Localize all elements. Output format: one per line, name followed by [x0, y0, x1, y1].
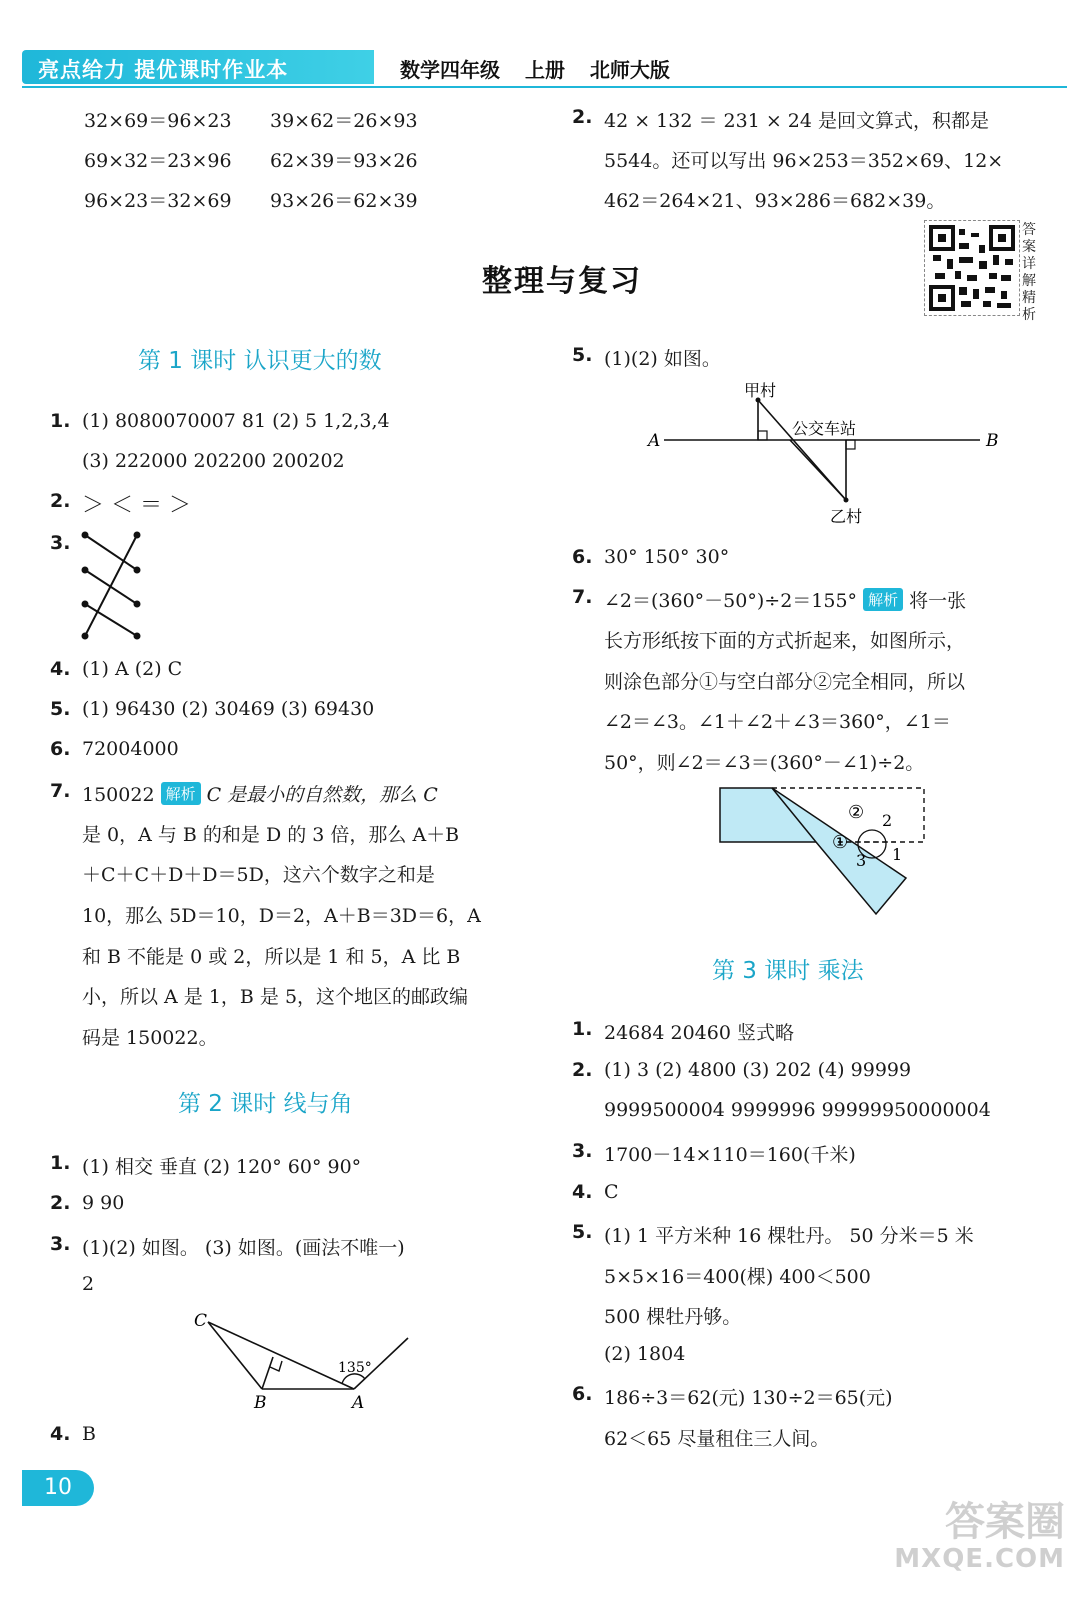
l3-q3-answer: 1700－14×110＝160(千米): [604, 1144, 856, 1166]
bus-station-label: 公交车站: [792, 419, 857, 438]
r-q6-number: 6.: [572, 546, 593, 568]
l3-q5-answer-cont: 500 棵牡丹够。: [604, 1306, 742, 1328]
l1-q5-number: 5.: [50, 698, 71, 720]
lesson-2-title: 第 2 课时 线与角: [178, 1091, 353, 1117]
l3-q6-answer: 186÷3＝62(元) 130÷2＝65(元): [604, 1387, 893, 1409]
l3-q6-answer-cont: 62＜65 尽量租住三人间。: [604, 1428, 830, 1450]
l2-q3-answer-cont: 2: [82, 1273, 95, 1295]
l1-q3-number: 3.: [50, 532, 71, 554]
angle-2-label: 2: [882, 811, 893, 830]
l3-q1-answer: 24684 20460 竖式略: [604, 1022, 794, 1044]
l3-q1-number: 1.: [572, 1018, 593, 1040]
watermark: [894, 1500, 1065, 1574]
watermark-logo-text: 答案圈: [945, 1499, 1065, 1545]
line-point-a-label: A: [648, 431, 661, 451]
l2-q2-answer: 9 90: [82, 1192, 125, 1214]
r-q5-number: 5.: [572, 344, 593, 366]
l1-q2-answer: ＞ ＜ ＝ ＞: [82, 493, 191, 518]
l1-q6-number: 6.: [50, 738, 71, 760]
analysis-tag: 解析: [161, 782, 201, 805]
l2-q2-number: 2.: [50, 1192, 71, 1214]
l1-q7-number: 7.: [50, 780, 71, 802]
l1-q4-answer: (1) A (2) C: [82, 658, 183, 680]
r-q7-first-line: [604, 586, 966, 613]
l1-q4-number: 4.: [50, 658, 71, 680]
r-q7-answer: ∠2＝(360°－50°)÷2＝155°: [604, 590, 858, 612]
angle-figure: [180, 1300, 430, 1415]
l3-q2-answer: (1) 3 (2) 4800 (3) 202 (4) 99999: [604, 1059, 912, 1081]
region-2-label: ②: [848, 802, 865, 823]
folded-paper-figure: [716, 782, 936, 922]
point-a-label: A: [352, 1393, 365, 1413]
yi-village-label: 乙村: [830, 507, 863, 526]
l2-q4-answer: B: [82, 1423, 96, 1445]
analysis-tag: 解析: [863, 588, 903, 611]
r-q7-explanation: 将一张: [909, 590, 967, 612]
l1-q6-answer: 72004000: [82, 738, 179, 760]
carry-q2-line: 462＝264×21、93×286＝682×39。: [604, 190, 946, 212]
jia-village-label: 甲村: [744, 381, 777, 400]
lesson-1-title: 第 1 课时 认识更大的数: [138, 348, 382, 374]
qr-label: 答案详解精析: [1022, 222, 1036, 323]
line-point-b-label: B: [986, 431, 999, 451]
l1-q1-answer-cont: (3) 222000 202200 200202: [82, 450, 345, 472]
header-subject: 数学四年级 上册 北师大版: [400, 58, 670, 82]
l1-q1-number: 1.: [50, 410, 71, 432]
l2-q4-number: 4.: [50, 1423, 71, 1445]
angle-1-label: 1: [892, 845, 903, 864]
angle-3-label: 3: [856, 851, 867, 870]
watermark-url: MXQE.COM: [894, 1544, 1065, 1574]
region-1-label: ①: [832, 832, 849, 853]
l3-q5-answer: (1) 1 平方米种 16 棵牡丹。 50 分米＝5 米: [604, 1225, 974, 1247]
carry-q2-line: 42 × 132 ＝ 231 × 24 是回文算式，积都是: [604, 110, 990, 132]
l1-q7-line: 小，所以 A 是 1，B 是 5，这个地区的邮政编: [82, 986, 469, 1008]
r-q7-line: 50°，则∠2＝∠3＝(360°－∠1)÷2。: [604, 752, 925, 774]
l2-q1-number: 1.: [50, 1152, 71, 1174]
carry-q2-line: 5544。还可以写出 96×253＝352×69、12×: [604, 150, 1004, 172]
carry-eq-6: 93×26＝62×39: [270, 190, 418, 212]
lesson-3-title: 第 3 课时 乘法: [712, 958, 864, 984]
l2-q1-answer: (1) 相交 垂直 (2) 120° 60° 90°: [82, 1156, 362, 1178]
carry-q2-number: 2.: [572, 106, 593, 128]
l1-q7-explanation: C 是最小的自然数，那么 C: [206, 784, 438, 806]
r-q5-answer: (1)(2) 如图。: [604, 348, 721, 370]
village-station-figure: [640, 380, 1010, 530]
l1-q7-line: 是 0，A 与 B 的和是 D 的 3 倍，那么 A＋B: [82, 824, 460, 846]
l1-q7-answer: 150022: [82, 784, 155, 806]
l1-q1-answer: (1) 8080070007 81 (2) 5 1,2,3,4: [82, 410, 390, 432]
angle-135-label: 135°: [338, 1360, 372, 1376]
l1-q7-line: 和 B 不能是 0 或 2，所以是 1 和 5，A 比 B: [82, 946, 461, 968]
l3-q5-answer-cont: (2) 1804: [604, 1343, 686, 1365]
l3-q2-answer-cont: 9999500004 9999996 99999950000004: [604, 1099, 991, 1121]
carry-eq-1: 32×69＝96×23: [84, 110, 232, 132]
l3-q6-number: 6.: [572, 1383, 593, 1405]
page-number: 10: [22, 1470, 94, 1506]
r-q7-line: ∠2＝∠3。∠1＋∠2＋∠3＝360°，∠1＝: [604, 711, 951, 733]
l1-q7-line: 10，那么 5D＝10，D＝2，A＋B＝3D＝6，A: [82, 905, 481, 927]
l1-q5-answer: (1) 96430 (2) 30469 (3) 69430: [82, 698, 375, 720]
r-q7-line: 则涂色部分①与空白部分②完全相同，所以: [604, 671, 966, 693]
l2-q3-number: 3.: [50, 1233, 71, 1255]
carry-eq-5: 96×23＝32×69: [84, 190, 232, 212]
header-divider: [22, 86, 1067, 88]
qr-pattern: [929, 225, 1015, 311]
point-c-label: C: [194, 1311, 208, 1331]
header-brand: 亮点给力 提优课时作业本: [38, 58, 289, 82]
l3-q4-answer: C: [604, 1181, 619, 1203]
l3-q4-number: 4.: [572, 1181, 593, 1203]
l2-q3-answer: (1)(2) 如图。 (3) 如图。(画法不唯一): [82, 1237, 405, 1259]
carry-eq-3: 69×32＝23×96: [84, 150, 232, 172]
l3-q2-number: 2.: [572, 1059, 593, 1081]
qr-code[interactable]: [924, 220, 1020, 316]
l1-q7-first-line: [82, 780, 438, 807]
point-b-label: B: [254, 1393, 267, 1413]
r-q7-line: 长方形纸按下面的方式折起来，如图所示，: [604, 630, 966, 652]
l1-q2-number: 2.: [50, 490, 71, 512]
l3-q5-answer-cont: 5×5×16＝400(棵) 400＜500: [604, 1266, 871, 1288]
l1-q7-line: 码是 150022。: [82, 1027, 218, 1049]
l1-q7-line: ＋C＋C＋D＋D＝5D，这六个数字之和是: [82, 864, 435, 886]
r-q7-number: 7.: [572, 586, 593, 608]
section-title: 整理与复习: [482, 264, 642, 299]
l3-q5-number: 5.: [572, 1221, 593, 1243]
l3-q3-number: 3.: [572, 1140, 593, 1162]
r-q6-answer: 30° 150° 30°: [604, 546, 730, 568]
matching-lines-diagram: [76, 526, 152, 642]
carry-eq-4: 62×39＝93×26: [270, 150, 418, 172]
carry-eq-2: 39×62＝26×93: [270, 110, 418, 132]
